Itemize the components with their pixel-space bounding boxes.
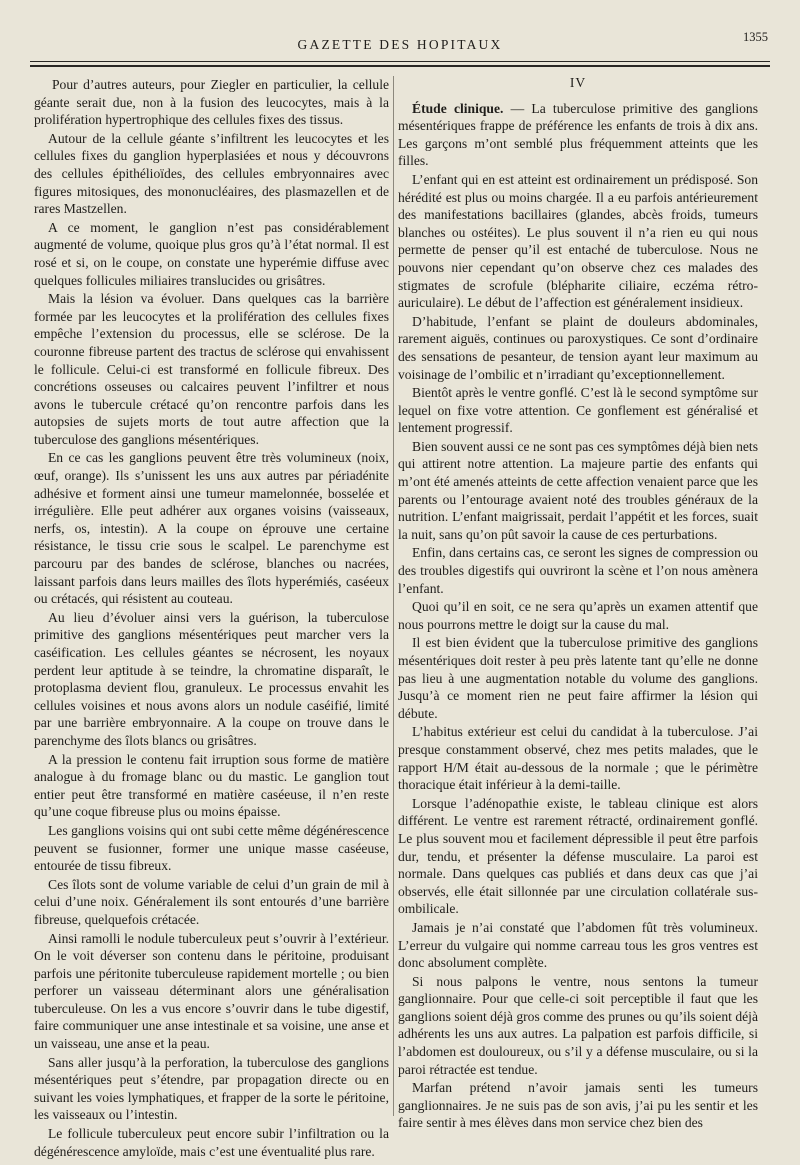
paragraph: Ainsi ramolli le nodule tuberculeux peut s’ouvrir à l’extérieur. On le voit déverser son contenu dans le péritoine, produisant parfois une péritonite tuberculeuse rapidement mortelle ; ou bien perforer un vaisseau déterminant alors une généralisation tuberculeuse. On les a vus encore s’ouvrir dans le tube digestif, faire communiquer une anse intestinale et sa voisine, une anse et un vaisseau, une anse et la peau.	[34, 930, 389, 1052]
paragraph: L’enfant qui en est atteint est ordinairement un prédisposé. Son hérédité est plus ou moins chargée. Il a eu parfois antérieurement des manifestations bacillaires (glandes, abcès froids, tumeurs blanches ou ostéites). Le plus souvent il n’a rien eu qui nous permette de penser qu’il est entaché de tuberculose. Nous ne pouvons nier cependant qu’on observe chez ces malades des stigmates de scrofule (blépharite ciliaire, eczéma rétro-auriculaire). Le début de l’affection est généralement insidieux.	[398, 171, 758, 311]
column-divider	[393, 76, 394, 1116]
left-column	[34, 76, 389, 1161]
paragraph: Bien souvent aussi ce ne sont pas ces symptômes déjà bien nets qui attirent notre attention. La majeure partie des enfants qui m’ont été amenés atteints de cette affection venaient parce que les parents ou l’entourage avaient noté des troubles généraux de la nutrition. L’enfant maigrissait, perdait l’appétit et les forces, suait la nuit, sans qu’on pût savoir la cause de ces perturbations.	[398, 438, 758, 542]
paragraph: A ce moment, le ganglion n’est pas considérablement augmenté de volume, quoique plus gros qu’à l’état normal. Il est rosé et si, on le coupe, on constate une hyperémie diffuse avec quelques follicules miliaires translucides ou grisâtres.	[34, 219, 389, 288]
paragraph: Autour de la cellule géante s’infiltrent les leucocytes et les cellules fixes du ganglion hyperplasiées et nous y découvrons des cellules épithélioïdes, des cellules embryonnaires avec figures mitosiques, des mononucléaires, des plasmazellen et de rares Mastzellen.	[34, 130, 389, 217]
section-heading: Étude clinique.	[412, 100, 504, 116]
paragraph: Enfin, dans certains cas, ce seront les signes de compression ou des troubles digestifs qui ouvriront la scène et l’on nous amènera l’enfant.	[398, 545, 758, 596]
paragraph: A la pression le contenu fait irruption sous forme de matière analogue à du fromage blanc ou du mastic. Le ganglion tout entier peut être transformé en matière caséeuse, il n’en reste qu’une coque fibreuse plus ou moins épaisse.	[34, 751, 389, 820]
paragraph: Il est bien évident que la tuberculose primitive des ganglions mésentériques doit rester à peu près latente tant qu’elle ne donne pas lieu à une augmentation notable du volume des ganglions. Jusqu’à ce moment rien ne peut faire affirmer la lésion qui débute.	[398, 635, 758, 721]
right-column	[398, 74, 758, 1133]
paragraph: Lorsque l’adénopathie existe, le tableau clinique est alors différent. Le ventre est rarement rétracté, ordinairement gonflé. Le plus souvent mou et facilement dépressible il peut être parfois dur, tendu, et présenter la défense musculaire. La paroi est normale. Dans quelques cas publiés et dans deux cas que j’ai observés, elle était sillonnée par une circulation collatérale sus-ombilicale.	[398, 795, 758, 917]
page-header	[30, 28, 770, 68]
paragraph: Jamais je n’ai constaté que l’abdomen fût très volumineux. L’erreur du vulgaire qui nomme carreau tous les gros ventres est donc absolument complète.	[398, 919, 758, 971]
paragraph: En ce cas les ganglions peuvent être très volumineux (noix, œuf, orange). Ils s’unissent les uns aux autres par périadénite adhésive et forment ainsi une tumeur mamelonnée, bosselée et irrégulière. Elle peut adhérer aux organes voisins (vaisseaux, nerfs, os, intestin). A la coupe on éprouve une certaine résistance, le tissu crie sous le scalpel. Le parenchyme est parcouru par des bandes de sclérose, blanches ou nacrées, laissant parfois dans leurs mailles des îlots hyperémiés, caséeux ou crétacés, qui résistent au couteau.	[34, 450, 389, 607]
paragraph: L’habitus extérieur est celui du candidat à la tuberculose. J’ai presque constamment observé, chez mes petits malades, que le rapport H/M était au-dessous de la normale ; que le périmètre thoracique était inférieur à la demi-taille.	[398, 724, 758, 793]
section-lead-paragraph	[398, 100, 758, 170]
paragraph: Quoi qu’il en soit, ce ne sera qu’après un examen attentif que nous pourrons mettre le doigt sur la cause du mal.	[398, 599, 758, 632]
header-rule-thick	[30, 65, 770, 67]
paragraph: Au lieu d’évoluer ainsi vers la guérison, la tuberculose primitive des ganglions mésentériques peut marcher vers la caséification. Les cellules géantes se nécrosent, les noyaux perdent leur aptitude à se teindre, la chromatine disparaît, le protoplasma devient flou, granuleux. Le processus envahit les cellules voisines et nous avons alors un nodule caséifié, limité par une barrière embryonnaire. A la coupe on trouve dans le parenchyme des îlots blancs ou grisâtres.	[34, 609, 389, 748]
running-title: GAZETTE DES HOPITAUX	[297, 37, 503, 52]
paragraph: D’habitude, l’enfant se plaint de douleurs abdominales, rarement aiguës, continues ou paroxystiques. Ce sont d’ordinaire des sensations de pesanteur, de tension ayant leur maximum au voisinage de l’ombilic et n’irradiant qu’exceptionnellement.	[398, 313, 758, 382]
section-lead-text: — La tuberculose primitive des ganglions mésentériques frappe de préférence les enfants de trois à dix ans. Les garçons m’ont semblé plus fréquemment atteints que les filles.	[398, 100, 758, 169]
paragraph: Pour d’autres auteurs, pour Ziegler en particulier, la cellule géante serait due, non à la fusion des leucocytes, mais à la prolifération hypertrophique des cellules fixes des tissus.	[34, 77, 389, 128]
page-number: 1355	[743, 30, 768, 44]
paragraph: Le follicule tuberculeux peut encore subir l’infiltration ou la dégénérescence amyloïde, mais c’est une éventualité plus rare.	[34, 1126, 389, 1159]
paragraph: Marfan prétend n’avoir jamais senti les tumeurs ganglionnaires. Je ne suis pas de son avis, j’ai pu les sentir et les faire sentir à mes élèves dans mon service chez bien des	[398, 1080, 758, 1131]
paragraph: Mais la lésion va évoluer. Dans quelques cas la barrière formée par les leucocytes et la prolifération des cellules fixes empêche l’extension du processus, elle se sclérose. De la couronne fibreuse partent des tractus de sclérose qui envahissent le follicule. Celui-ci est transformé en follicule fibreux. Des concrétions osseuses ou calcaires peuvent l’infiltrer et nous avons le tubercule crétacé qu’on rencontre parfois dans les autopsies de sujets morts de tout autre affection que la tuberculose des ganglions mésentériques.	[34, 291, 389, 447]
section-number: IV	[569, 75, 587, 90]
paragraph: Ces îlots sont de volume variable de celui d’un grain de mil à celui d’une noix. Généralement ils sont entourés d’une barrière fibreuse, quelquefois crétacée.	[34, 876, 389, 927]
paragraph: Si nous palpons le ventre, nous sentons la tumeur ganglionnaire. Pour que celle-ci soit perceptible il faut que les ganglions soient déjà gros comme des prunes ou qu’ils soient déjà adhérents les uns aux autres. La palpation est parfois difficile, si l’abdomen est douloureux, ou s’il y a défense musculaire, ou si la paroi rétractée est tendue.	[398, 973, 758, 1077]
paragraph: Les ganglions voisins qui ont subi cette même dégénérescence peuvent se fusionner, former une unique masse caséeuse, entourée de tissu fibreux.	[34, 822, 389, 874]
paragraph: Sans aller jusqu’à la perforation, la tuberculose des ganglions mésentériques peut s’étendre, par propagation directe ou en suivant les voies lymphatiques, et frapper de la sorte le péritoine, les vaisseaux ou l’intestin.	[34, 1054, 389, 1123]
header-rule-thin	[30, 61, 770, 62]
paragraph: Bientôt après le ventre gonflé. C’est là le second symptôme sur lequel on fixe votre attention. Ce gonflement est généralisé et lentement progressif.	[398, 385, 758, 436]
